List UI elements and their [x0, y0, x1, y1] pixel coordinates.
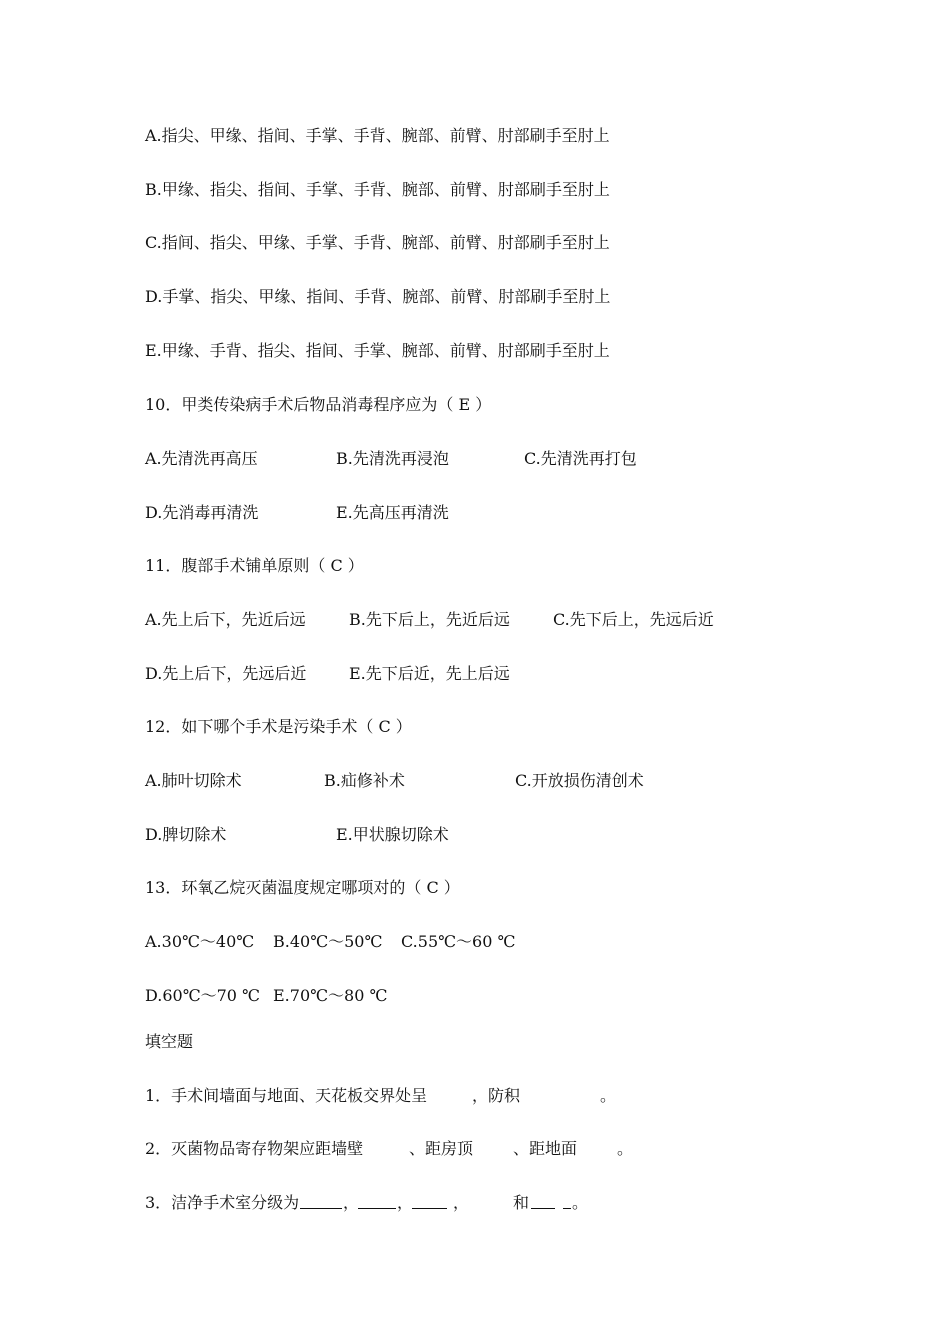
fill-q1-text-2: ，防积 — [472, 1086, 521, 1105]
fill-q3-sep-1: ， — [343, 1193, 360, 1212]
q9-option-d: D.手掌、指尖、甲缘、指间、手背、腕部、前臂、肘部刷手至肘上 — [145, 287, 611, 306]
q11-option-b: B.先下后上，先近后远 — [349, 610, 510, 629]
q11-stem: 11．腹部手术铺单原则（ C ） — [145, 556, 364, 575]
q11-option-d: D.先上后下，先远后近 — [145, 664, 307, 683]
fill-q2-text-4: 。 — [617, 1139, 634, 1158]
fill-q2-text: 2．灭菌物品寄存物架应距墙壁 — [145, 1139, 364, 1158]
q13-option-e: E.70℃～80 ℃ — [273, 986, 388, 1005]
q9-option-a: A.指尖、甲缘、指间、手掌、手背、腕部、前臂、肘部刷手至肘上 — [145, 126, 610, 145]
fill-q2-text-3: 、距地面 — [513, 1139, 578, 1158]
fill-question-3 — [145, 1193, 845, 1213]
fill-q1-text: 1．手术间墙面与地面、天花板交界处呈 — [145, 1086, 428, 1105]
q12-option-d: D.脾切除术 — [145, 825, 227, 844]
q10-options-row1 — [145, 449, 845, 469]
fill-q3-sep-3: ， — [453, 1193, 470, 1212]
q11-option-a: A.先上后下，先近后远 — [145, 610, 306, 629]
fill-q3-sep-2: ， — [397, 1193, 414, 1212]
q11-option-e: E.先下后近，先上后远 — [349, 664, 510, 683]
fill-question-1 — [145, 1086, 845, 1106]
q10-option-c: C.先清洗再打包 — [524, 449, 637, 468]
q11-options-row1 — [145, 610, 845, 630]
q12-options-row2 — [145, 825, 845, 845]
fill-q3-blank-5 — [563, 1193, 571, 1214]
fill-q3-end: 。 — [572, 1193, 589, 1212]
q13-option-d: D.60℃～70 ℃ — [145, 986, 260, 1005]
q13-options-row1 — [145, 932, 845, 952]
q13-option-c: C.55℃～60 ℃ — [401, 932, 516, 951]
q9-option-c: C.指间、指尖、甲缘、手掌、手背、腕部、前臂、肘部刷手至肘上 — [145, 233, 610, 252]
q13-option-a: A.30℃～40℃ — [145, 932, 255, 951]
q10-options-row2 — [145, 503, 845, 523]
fill-q3-text: 3．洁净手术室分级为 — [145, 1193, 300, 1212]
fill-q1-text-3: 。 — [600, 1086, 617, 1105]
fill-q3-blank-1 — [300, 1193, 342, 1214]
q12-options-row1 — [145, 771, 845, 791]
q12-stem: 12．如下哪个手术是污染手术（ C ） — [145, 717, 412, 736]
fill-q3-blank-2 — [358, 1193, 396, 1214]
q12-option-e: E.甲状腺切除术 — [336, 825, 449, 844]
fill-blank-heading: 填空题 — [145, 1032, 194, 1051]
q13-option-b: B.40℃～50℃ — [273, 932, 383, 951]
q12-option-b: B.疝修补术 — [324, 771, 405, 790]
q13-stem: 13．环氧乙烷灭菌温度规定哪项对的（ C ） — [145, 878, 460, 897]
fill-question-2 — [145, 1139, 845, 1159]
fill-q2-text-2: 、距房顶 — [409, 1139, 474, 1158]
q10-option-d: D.先消毒再清洗 — [145, 503, 259, 522]
fill-q3-blank-4 — [531, 1193, 555, 1214]
q10-option-b: B.先清洗再浸泡 — [336, 449, 449, 468]
q10-option-a: A.先清洗再高压 — [145, 449, 258, 468]
q11-options-row2 — [145, 664, 845, 684]
q9-option-e: E.甲缘、手背、指尖、指间、手掌、腕部、前臂、肘部刷手至肘上 — [145, 341, 610, 360]
q12-option-c: C.开放损伤清创术 — [515, 771, 644, 790]
q11-option-c: C.先下后上，先远后近 — [553, 610, 714, 629]
q10-option-e: E.先高压再清洗 — [336, 503, 449, 522]
q12-option-a: A.肺叶切除术 — [145, 771, 242, 790]
fill-q3-and: 和 — [513, 1193, 530, 1212]
q9-option-b: B.甲缘、指尖、指间、手掌、手背、腕部、前臂、肘部刷手至肘上 — [145, 180, 610, 199]
fill-q3-blank-3 — [412, 1193, 447, 1214]
q13-options-row2 — [145, 986, 845, 1006]
q10-stem: 10．甲类传染病手术后物品消毒程序应为（ E ） — [145, 395, 492, 414]
